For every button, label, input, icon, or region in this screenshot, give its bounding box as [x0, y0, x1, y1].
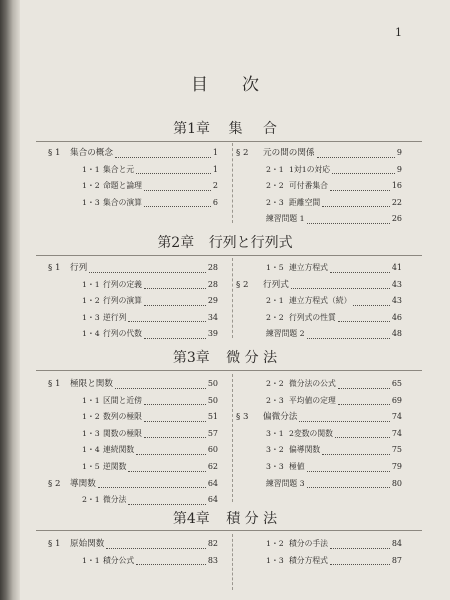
toc-entry-page: 65	[391, 379, 402, 388]
dot-leader	[128, 495, 205, 505]
toc-entry-page: 1	[212, 164, 218, 174]
toc-entry-title: 1対1の対応	[289, 164, 331, 174]
toc-entry-number: § 2	[236, 279, 249, 290]
chapter-4-title	[0, 508, 450, 528]
toc-entry-title: 練習問題 2	[266, 329, 305, 339]
toc-entry-number: 2・1	[266, 296, 284, 306]
toc-entry-page: 34	[207, 312, 218, 322]
dot-leader	[307, 329, 390, 339]
page-number: 1	[395, 26, 402, 39]
dot-leader	[144, 329, 206, 339]
toc-entry-number: 1・1	[82, 555, 100, 565]
toc-entry-title: 極限と関数	[70, 379, 113, 389]
toc-entry-page: 75	[391, 445, 402, 455]
toc-entry-number: 1・2	[82, 296, 100, 306]
toc-entry-page: 50	[207, 379, 218, 388]
toc-entry-number: 1・1	[82, 279, 100, 289]
dot-leader	[144, 412, 206, 422]
toc-entry	[266, 428, 402, 439]
toc-entry	[266, 478, 402, 489]
toc-entry	[82, 395, 218, 406]
toc-entry-title: 逆関数	[103, 462, 127, 471]
toc-entry-page: 28	[207, 279, 218, 289]
toc-entry	[82, 279, 218, 290]
dot-leader	[98, 478, 206, 488]
toc-entry	[48, 538, 218, 549]
dot-leader	[322, 197, 390, 207]
toc-entry	[266, 164, 402, 175]
toc-entry	[82, 428, 218, 439]
toc-entry-title: 微分法	[103, 495, 127, 505]
toc-entry-page: 51	[207, 412, 218, 422]
toc-entry-number: 2・2	[266, 312, 284, 322]
toc-entry-title: 関数の極限	[103, 428, 142, 438]
toc-entry	[82, 328, 218, 339]
toc-entry-number: 3・1	[266, 428, 284, 438]
toc-entry-page: 43	[391, 296, 402, 306]
toc-entry-page: 16	[391, 181, 402, 191]
toc-entry-title: 連続関数	[103, 445, 135, 455]
dot-leader	[136, 445, 206, 455]
toc-entry-title: 偏微分法	[263, 412, 298, 423]
toc-entry-page: 57	[207, 428, 218, 438]
toc-entry-title: 積分の手法	[289, 539, 328, 548]
dot-leader	[144, 395, 206, 405]
toc-entry-number: 3・3	[266, 462, 284, 471]
toc-entry	[236, 147, 402, 158]
toc-entry	[266, 312, 402, 323]
toc-entry	[266, 328, 402, 339]
toc-entry	[266, 197, 402, 208]
toc-entry	[266, 378, 402, 389]
toc-entry-title: 積分方程式	[289, 555, 328, 565]
chapter-number: 第3章	[172, 350, 210, 366]
toc-entry-page: 69	[391, 395, 402, 405]
dot-leader	[307, 478, 390, 488]
toc-entry-number: 1・3	[266, 555, 284, 565]
chapter-name: 行列と行列式	[208, 235, 293, 251]
toc-entry-number: 2・2	[266, 379, 284, 388]
chapter-name: 積 分 法	[226, 511, 278, 527]
toc-entry	[48, 378, 218, 389]
dot-leader	[128, 312, 205, 322]
toc-entry-page: 83	[207, 555, 218, 565]
dot-leader	[332, 164, 395, 174]
toc-entry-title: 2変数の関数	[289, 428, 333, 438]
toc-entry-number: 1・5	[266, 263, 284, 272]
toc-entry	[266, 555, 402, 566]
toc-entry	[82, 312, 218, 323]
toc-entry-number: 1・3	[82, 428, 100, 438]
page-title	[0, 70, 450, 95]
toc-entry-page: 26	[391, 214, 402, 224]
toc-entry	[48, 262, 218, 273]
toc-entry-page: 62	[207, 462, 218, 471]
toc-entry-title: 逆行列	[103, 312, 127, 322]
toc-entry	[82, 555, 218, 566]
toc-entry-title: 行列	[70, 263, 88, 273]
toc-entry	[82, 164, 218, 175]
toc-entry	[266, 538, 402, 549]
toc-entry-number: 2・3	[266, 395, 284, 405]
toc-entry-title: 連立方程式	[289, 263, 328, 272]
dot-leader	[106, 539, 205, 549]
toc-entry-number: 1・3	[82, 197, 100, 207]
toc-entry-number: 2・3	[266, 197, 284, 207]
toc-entry-title: 区間と近傍	[103, 395, 142, 405]
chapter-number: 第1章	[173, 121, 210, 137]
page-title-char: 目	[191, 75, 208, 95]
dot-leader	[89, 263, 206, 273]
dot-leader	[330, 555, 390, 565]
toc-entry-number: § 1	[48, 263, 61, 273]
toc-entry-number: 2・1	[266, 164, 284, 174]
dot-leader	[144, 197, 211, 207]
chapter-rule	[36, 530, 422, 531]
toc-entry-number: 1・4	[82, 445, 100, 455]
chapter-name: 合	[262, 121, 277, 137]
column-divider	[232, 143, 233, 223]
toc-entry-page: 1	[212, 148, 218, 157]
toc-entry	[82, 444, 218, 455]
toc-entry-page: 28	[207, 263, 218, 272]
toc-entry	[48, 147, 218, 158]
toc-entry-number: 1・1	[82, 395, 100, 405]
chapter-1-title	[0, 118, 450, 138]
toc-entry-number: 1・3	[82, 312, 100, 322]
toc-entry	[236, 411, 402, 422]
toc-entry-number: § 1	[48, 379, 61, 389]
toc-entry-number: 3・2	[266, 445, 284, 455]
toc-entry-number: 2・2	[266, 181, 284, 191]
toc-entry-title: 距離空間	[289, 197, 321, 207]
column-divider	[232, 374, 233, 502]
toc-entry-title: 導関数	[70, 478, 96, 489]
dot-leader	[115, 379, 206, 389]
toc-entry-page: 82	[207, 539, 218, 548]
toc-entry-page: 41	[391, 263, 402, 272]
toc-entry-page: 74	[391, 412, 402, 422]
dot-leader	[338, 395, 390, 405]
toc-entry-number: 1・1	[82, 164, 100, 174]
toc-entry-page: 74	[391, 428, 402, 438]
toc-entry-title: 集合と元	[103, 164, 135, 174]
dot-leader	[317, 148, 395, 158]
toc-entry-number: 1・2	[82, 412, 100, 422]
column-divider	[232, 534, 233, 590]
page-title-char: 次	[242, 75, 259, 95]
toc-entry-number: § 3	[236, 412, 249, 423]
toc-entry-title: 微分法の公式	[289, 379, 336, 388]
toc-entry-title: 集合の概念	[70, 148, 113, 158]
dot-leader	[115, 148, 211, 158]
toc-entry-page: 9	[396, 164, 402, 174]
dot-leader	[338, 379, 390, 389]
toc-entry-page: 43	[391, 279, 402, 289]
toc-entry-title: 原始関数	[70, 539, 105, 549]
toc-entry	[266, 213, 402, 224]
toc-entry-number: § 2	[48, 478, 61, 489]
toc-entry-title: 行列式の性質	[289, 312, 336, 322]
toc-entry	[82, 494, 218, 505]
toc-entry	[266, 180, 402, 191]
toc-entry-page: 9	[396, 148, 402, 157]
dot-leader	[136, 555, 206, 565]
toc-entry-title: 極値	[289, 462, 305, 471]
dot-leader	[322, 445, 390, 455]
toc-entry	[82, 461, 218, 472]
toc-entry-page: 2	[212, 181, 218, 191]
chapter-3-title	[0, 347, 450, 367]
dot-leader	[128, 462, 205, 472]
toc-entry-title: 行列の代数	[103, 329, 142, 339]
dot-leader	[136, 164, 211, 174]
toc-entry-number: § 1	[48, 539, 61, 549]
dot-leader	[144, 279, 206, 289]
toc-entry-title: 練習問題 1	[266, 214, 305, 224]
toc-entry	[82, 180, 218, 191]
toc-entry-page: 6	[212, 197, 218, 207]
chapter-rule	[36, 255, 422, 256]
toc-entry	[266, 395, 402, 406]
toc-entry-number: 1・2	[266, 539, 284, 548]
dot-leader	[330, 263, 390, 273]
toc-entry-number: 2・1	[82, 495, 100, 505]
chapter-name: 集	[228, 121, 243, 137]
toc-entry-page: 64	[207, 495, 218, 505]
toc-entry	[266, 262, 402, 273]
toc-entry-number: § 1	[48, 148, 61, 158]
toc-entry-title: 練習問題 3	[266, 478, 305, 488]
toc-entry-page: 29	[207, 296, 218, 306]
toc-entry	[82, 411, 218, 422]
toc-entry-page: 84	[391, 539, 402, 548]
dot-leader	[330, 181, 390, 191]
toc-entry	[82, 295, 218, 306]
toc-entry-title: 行列の定義	[103, 279, 142, 289]
toc-entry-page: 87	[391, 555, 402, 565]
column-divider	[232, 258, 233, 338]
toc-entry-title: 行列式	[263, 279, 289, 290]
toc-entry-number: 1・4	[82, 329, 100, 339]
toc-entry-page: 50	[207, 395, 218, 405]
dot-leader	[144, 428, 206, 438]
toc-entry-title: 平均値の定理	[289, 395, 336, 405]
toc-entry-title: 命題と論理	[103, 181, 142, 191]
toc-entry-page: 80	[391, 478, 402, 488]
dot-leader	[144, 296, 206, 306]
toc-entry-page: 60	[207, 445, 218, 455]
toc-entry-title: 集合の演算	[103, 197, 142, 207]
toc-entry-title: 元の間の関係	[263, 148, 315, 158]
toc-entry-page: 64	[207, 478, 218, 488]
toc-entry-title: 連立方程式（続）	[289, 296, 352, 306]
toc-entry-page: 48	[391, 329, 402, 339]
toc-entry	[236, 279, 402, 290]
dot-leader	[353, 296, 389, 306]
dot-leader	[291, 279, 390, 289]
chapter-number: 第4章	[172, 511, 210, 527]
toc-entry-title: 数列の極限	[103, 412, 142, 422]
toc-entry-page: 22	[391, 197, 402, 207]
toc-entry-page: 39	[207, 329, 218, 339]
dot-leader	[330, 539, 390, 549]
toc-entry-title: 行列の演算	[103, 296, 142, 306]
toc-entry-number: 1・5	[82, 462, 100, 471]
chapter-name: 微 分 法	[226, 350, 278, 366]
toc-entry-page: 79	[391, 462, 402, 471]
toc-entry-number: § 2	[236, 148, 249, 158]
dot-leader	[335, 428, 390, 438]
toc-entry	[266, 444, 402, 455]
dot-leader	[299, 412, 389, 422]
toc-entry	[266, 461, 402, 472]
dot-leader	[144, 181, 211, 191]
chapter-2-title	[0, 232, 450, 252]
chapter-rule	[36, 370, 422, 371]
chapter-number: 第2章	[157, 235, 195, 251]
chapter-rule	[36, 141, 422, 142]
dot-leader	[307, 462, 390, 472]
toc-entry-number: 1・2	[82, 181, 100, 191]
dot-leader	[307, 214, 390, 224]
toc-entry-title: 積分公式	[103, 555, 135, 565]
dot-leader	[338, 312, 390, 322]
toc-entry-title: 偏導関数	[289, 445, 321, 455]
toc-entry-page: 46	[391, 312, 402, 322]
toc-entry	[266, 295, 402, 306]
toc-entry	[48, 478, 218, 489]
toc-entry	[82, 197, 218, 208]
toc-entry-title: 可付番集合	[289, 181, 328, 191]
